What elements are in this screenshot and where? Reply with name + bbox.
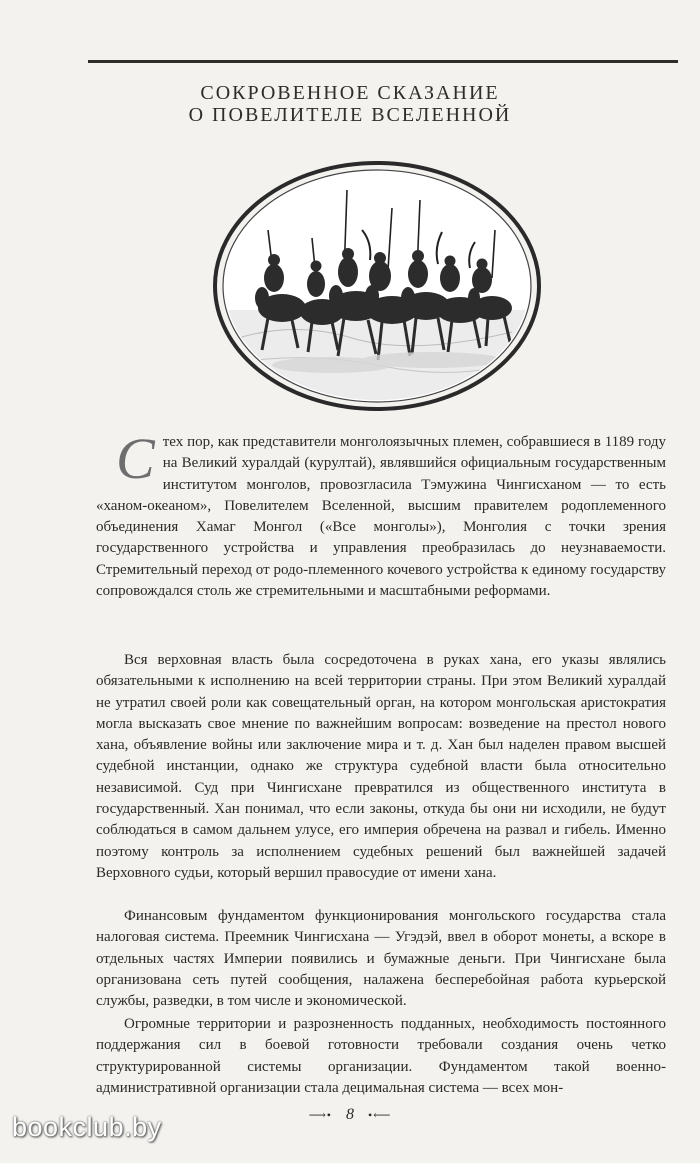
paragraph-1 (96, 426, 666, 602)
footer-ornament-left: ⟶• (308, 1108, 332, 1122)
footer-ornament-right: •⟵ (368, 1108, 392, 1122)
top-rule (88, 60, 678, 63)
oval-engraving (212, 160, 542, 412)
paragraph-4: Огромные территории и разрозненность подданных, необходимость постоянного поддержания сил в боевой готовности требовали создания очень четко структурированной системы организации. Фундаментом такой военно-административной организации стала децимальная система — всех мон- (96, 1016, 666, 1096)
paragraph-1-text: тех пор, как представители монголоязычных племен, собравшиеся в 1189 году на Великий хуралдай (курултай), являвшийся официальным государственным институтом монголов, провозгласила Тэмужина Чингисханом — то есть «ханом-океаном», Повелителем Вселенной, высшим правителем родоплеменного объединения Хамаг Монгол («Все монголы»), Монголия с точки зрения государственного устройства и управления преобразилась до неузнаваемости. Стремительный переход от родо-племенного кочевого устройства к единому государству сопровождался столь же стремительными и масштабными реформами. (96, 434, 666, 600)
paragraph-2: Вся верховная власть была сосредоточена в руках хана, его указы являлись обязательными к исполнению на всей территории страны. При этом Великий хуралдай не утратил своей роли как совещательный орган, на котором монгольская аристократия могла высказать свое мнение по важнейшим вопросам: возведение на престол нового хана, объявление войны или заключение мира и т. д. Хан был наделен правом высшей судебной инстанции, однако же структура судебной власти была относительно независимой. Суд при Чингисхане превратился из общественного института в государственный. Хан понимал, что если законы, откуда бы они ни исходили, не будут соблюдаться в самом дальнем улусе, его империя обречена на развал и гибель. Именно поэтому контроль за исполнением судебных решений был важнейшей задачей Верховного судьи, который вершил правосудие от имени хана. (96, 652, 666, 881)
page-number: 8 (346, 1106, 354, 1123)
drop-cap: С (116, 426, 155, 491)
chapter-title-line2: О ПОВЕЛИТЕЛЕ ВСЕЛЕННОЙ (188, 104, 512, 126)
chapter-title-line1: СОКРОВЕННОЕ СКАЗАНИЕ (200, 82, 500, 104)
watermark-text: bookclub.by (12, 1112, 162, 1142)
mongol-horsemen-illustration (212, 160, 542, 412)
paragraph-3: Финансовым фундаментом функционирования монгольского государства стала налоговая система. Преемник Чингисхана — Угэдэй, ввел в оборот монеты, а вскоре в отдельных частях Империи появились и бумажные деньги. При Чингисхане была организована сеть путей сообщения, налажена бесперебойная работа курьерской службы, разведки, в том числе и экономической. (96, 908, 666, 1010)
